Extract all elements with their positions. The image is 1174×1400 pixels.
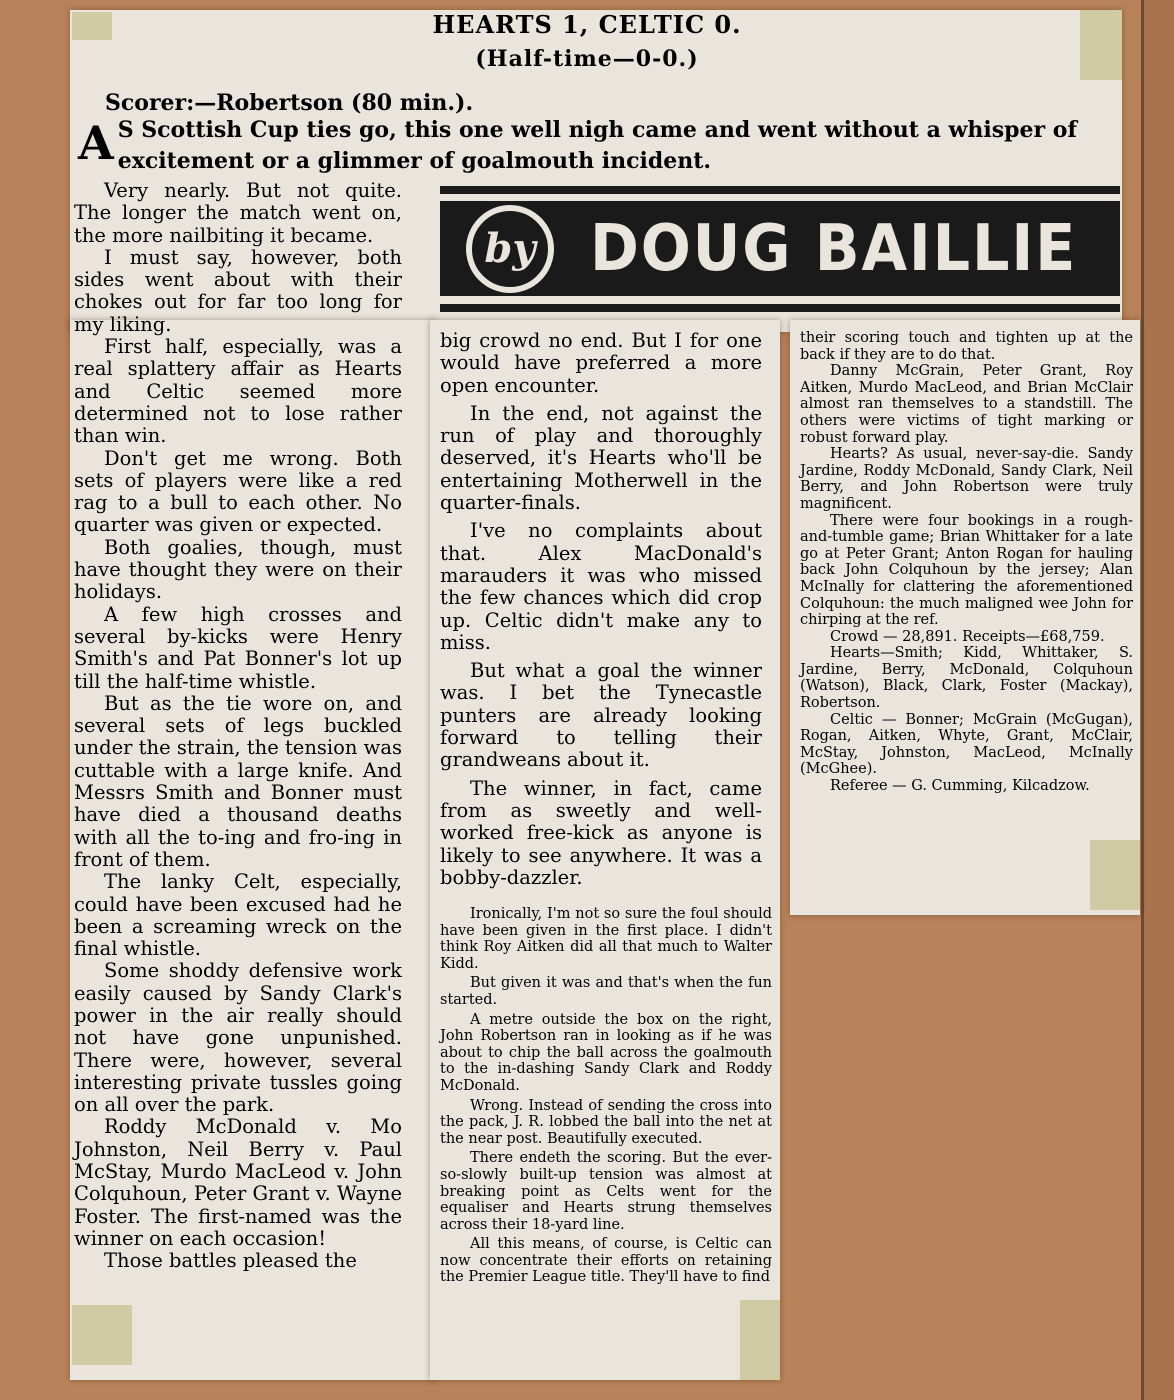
article-column-right [800, 330, 1133, 795]
paragraph: The lanky Celt, especially, could have been excused had he been a screaming wreck on the final whistle. [74, 870, 402, 961]
celtic-lineup: Celtic — Bonner; McGrain (McGugan), Rogan, Aitken, Whyte, Grant, McClair, McStay, Johnston, MacLeod, McInally (McGhee). [800, 711, 1133, 778]
headline-halftime: (Half-time—0-0.) [475, 46, 699, 72]
paragraph: Very nearly. But not quite. The longer the match went on, the more nailbiting it became. [74, 179, 402, 247]
byline-author-name: DOUG BAILLIE [590, 211, 1078, 286]
paragraph: First half, especially, was a real splattery affair as Hearts and Celtic seemed more determined not to lose rather than win. [74, 335, 402, 448]
tape-right-lower [1090, 840, 1140, 910]
paragraph: Danny McGrain, Peter Grant, Roy Aitken, Murdo MacLeod, and Brian McClair almost ran themselves to a standstill. The others were victims of tight marking or robust forward play. [800, 363, 1133, 446]
referee-line: Referee — G. Cumming, Kilcadzow. [830, 778, 1090, 795]
byline-banner [440, 186, 1120, 326]
paragraph: There were four bookings in a rough-and-tumble game; Brian Whittaker for a late go at Peter Grant; Anton Rogan for hauling back John Colquhoun by the jersey; Alan McInally for clattering the aforementioned Colquhoun: the much maligned wee John for chirping at the ref. [800, 512, 1133, 629]
paragraph: But given it was and that's when the fun started. [440, 975, 772, 1008]
paragraph: I've no complaints about that. Alex MacDonald's marauders it was who missed the few chances which did crop up. Celtic didn't make any to miss. [440, 519, 762, 654]
paragraph: Ironically, I'm not so sure the foul should have been given in the first place. I didn't think Roy Aitken did all that much to Walter Kidd. [440, 906, 772, 972]
paragraph: Wrong. Instead of sending the cross into the pack, J. R. lobbed the ball into the net at the near post. Beautifully executed. [440, 1097, 772, 1147]
paragraph: their scoring touch and tighten up at the back if they are to do that. [800, 330, 1133, 363]
paragraph: A metre outside the box on the right, John Robertson ran in looking as if he was about to chip the ball across the goalmouth to the in-dashing Sandy Clark and Roddy McDonald. [440, 1011, 772, 1094]
paragraph: But what a goal the winner was. I bet the Tynecastle punters are already looking forward to telling their grandweans about it. [440, 659, 762, 772]
article-column-middle-small [440, 906, 772, 1286]
paragraph: big crowd no end. But I for one would have preferred a more open encounter. [440, 329, 762, 397]
paragraph: Hearts? As usual, never-say-die. Sandy Jardine, Roddy McDonald, Sandy Clark, Neil Berry, and John Robertson were truly magnificent. [800, 446, 1133, 512]
paragraph: Don't get me wrong. Both sets of players were like a red rag to a bull to each other. No quarter was given or expected. [74, 446, 402, 537]
scrapbook-page-edge [1141, 0, 1174, 1400]
scorer-line: Scorer:—Robertson (80 min.). [105, 90, 474, 116]
byline-box [440, 201, 1120, 296]
paragraph: The winner, in fact, came from as sweetly and well-worked free-kick as anyone is likely to see anywhere. It was a bobby-dazzler. [440, 776, 762, 889]
byline-rule-top [440, 186, 1120, 194]
paragraph: I must say, however, both sides went about with their chokes out for far too long for my liking. [74, 245, 402, 336]
paragraph: Roddy McDonald v. Mo Johnston, Neil Berry v. Paul McStay, Murdo MacLeod v. John Colquhoun, Peter Grant v. Wayne Foster. The first-named was the winner on each occasion! [74, 1115, 402, 1250]
byline-rule-bottom [440, 304, 1120, 312]
attendance-line: Crowd — 28,891. Receipts—£68,759. [830, 628, 1105, 645]
hearts-lineup: Hearts—Smith; Kidd, Whittaker, S. Jardine, Berry, McDonald, Colquhoun (Watson), Black, Clark, Foster (Mackay), Robertson. [800, 645, 1133, 712]
paragraph: Those battles pleased the [104, 1249, 357, 1273]
byline-by-logo: by [466, 205, 554, 293]
paragraph: There endeth the scoring. But the ever-so-slowly built-up tension was almost at breaking point as Celts went for the equaliser and Hearts strung themselves across their 18-yard line. [440, 1150, 772, 1233]
paragraph: All this means, of course, is Celtic can now concentrate their efforts on retaining the Premier League title. They'll have to find [440, 1236, 772, 1286]
tape-bottom-left [72, 1305, 132, 1365]
article-column-left [74, 180, 402, 1273]
lead-paragraph [78, 115, 1128, 177]
tape-bottom-middle [740, 1300, 780, 1380]
article-column-middle-large [440, 330, 762, 889]
paragraph: In the end, not against the run of play and thoroughly deserved, it's Hearts who'll be entertaining Motherwell in the quarter-finals. [440, 401, 762, 515]
headline-result: HEARTS 1, CELTIC 0. [432, 10, 742, 39]
paragraph: Both goalies, though, must have thought they were on their holidays. [74, 535, 402, 604]
drop-cap: A [78, 116, 114, 170]
paragraph: But as the tie wore on, and several sets of legs buckled under the strain, the tension was cuttable with a large knife. And Messrs Smith and Bonner must have died a thousand deaths with all the to-ing and fro-ing in front of them. [74, 691, 402, 871]
paragraph: A few high crosses and several by-kicks were Henry Smith's and Pat Bonner's lot up till the half-time whistle. [74, 602, 402, 693]
lead-text: S Scottish Cup ties go, this one well nigh came and went without a whisper of excitement or a glimmer of goalmouth incident. [117, 117, 1077, 174]
paragraph: Some shoddy defensive work easily caused by Sandy Clark's power in the air really should not have gone unpunished. There were, however, several interesting private tussles going on all over the park. [74, 959, 402, 1117]
